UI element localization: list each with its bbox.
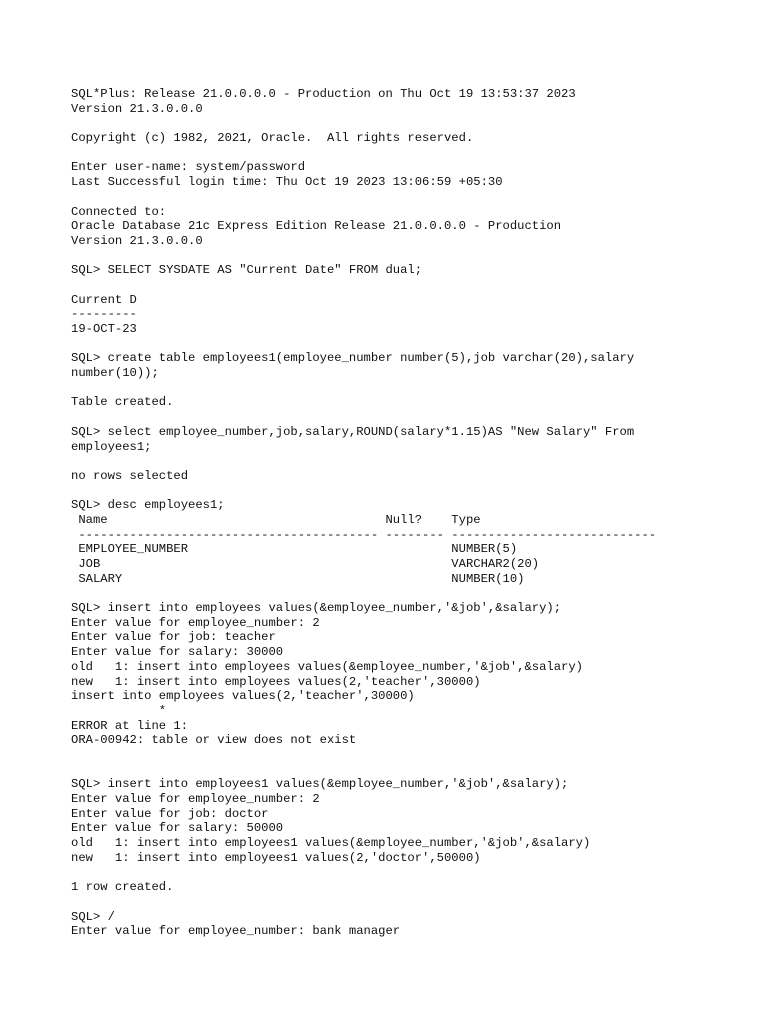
terminal-line: employees1; — [71, 439, 152, 454]
terminal-line: Enter value for employee_number: 2 — [71, 615, 320, 630]
terminal-line — [71, 484, 761, 499]
terminal-line: old 1: insert into employees values(&employee_number,'&job',&salary) — [71, 659, 583, 674]
terminal-line: * — [71, 703, 167, 718]
terminal-line: Version 21.3.0.0.0 — [71, 233, 203, 248]
terminal-line — [71, 865, 761, 880]
terminal-line — [71, 116, 761, 131]
terminal-line: 1 row created. — [71, 880, 174, 895]
terminal-line — [71, 410, 761, 425]
sqlplus-session-transcript — [71, 87, 761, 939]
terminal-line: Current D — [71, 292, 137, 307]
terminal-line: SQL> SELECT SYSDATE AS "Current Date" FROM dual; — [71, 263, 423, 278]
terminal-line: Connected to: — [71, 204, 167, 219]
terminal-line: SQL> insert into employees values(&employee_number,'&job',&salary); — [71, 601, 562, 616]
terminal-line — [71, 146, 761, 161]
terminal-line: new 1: insert into employees1 values(2,'doctor',50000) — [71, 850, 481, 865]
terminal-line: ERROR at line 1: — [71, 718, 189, 733]
terminal-line — [71, 748, 761, 763]
terminal-line — [71, 586, 761, 601]
terminal-line: Enter value for employee_number: 2 — [71, 792, 320, 806]
terminal-line: Enter value for employee_number: bank manager — [71, 924, 401, 939]
terminal-line — [71, 895, 761, 910]
terminal-line: 19-OCT-23 — [71, 322, 137, 336]
terminal-line — [71, 190, 761, 205]
terminal-line: SQL> select employee_number,job,salary,ROUND(salary*1.15)AS "New Salary" From — [71, 424, 635, 439]
terminal-line: Enter value for salary: 50000 — [71, 821, 284, 836]
terminal-line: SQL> desc employees1; — [71, 498, 225, 513]
terminal-line: old 1: insert into employees1 values(&employee_number,'&job',&salary) — [71, 836, 591, 851]
terminal-line: Enter value for job: doctor — [71, 806, 269, 821]
terminal-line: SQL> create table employees1(employee_number number(5),job varchar(20),salary — [71, 351, 635, 366]
terminal-line: SQL> / — [71, 909, 115, 924]
terminal-line — [71, 763, 761, 778]
terminal-line: ----------------------------------------- -------- ---------------------------- — [71, 527, 657, 542]
terminal-line: Table created. — [71, 395, 174, 410]
terminal-line: SALARY NUMBER(10) — [71, 571, 525, 586]
terminal-line: SQL*Plus: Release 21.0.0.0.0 - Production on Thu Oct 19 13:53:37 2023 — [71, 87, 576, 101]
terminal-line: JOB VARCHAR2(20) — [71, 557, 540, 571]
terminal-line: insert into employees values(2,'teacher',30000) — [71, 689, 415, 704]
terminal-line — [71, 337, 761, 352]
terminal-line: no rows selected — [71, 468, 189, 483]
terminal-line — [71, 381, 761, 396]
terminal-line: Copyright (c) 1982, 2021, Oracle. All rights reserved. — [71, 131, 474, 146]
terminal-line: Name Null? Type — [71, 512, 481, 527]
terminal-line — [71, 278, 761, 293]
terminal-line: ORA-00942: table or view does not exist — [71, 733, 357, 748]
terminal-line: --------- — [71, 307, 137, 322]
terminal-line: SQL> insert into employees1 values(&employee_number,'&job',&salary); — [71, 777, 569, 792]
terminal-line: Version 21.3.0.0.0 — [71, 101, 203, 116]
terminal-line: Enter value for salary: 30000 — [71, 645, 284, 660]
terminal-line: EMPLOYEE_NUMBER NUMBER(5) — [71, 542, 518, 557]
terminal-line: Enter value for job: teacher — [71, 630, 276, 645]
terminal-line: Last Successful login time: Thu Oct 19 2023 13:06:59 +05:30 — [71, 175, 503, 190]
terminal-line — [71, 249, 761, 264]
terminal-line: Oracle Database 21c Express Edition Release 21.0.0.0.0 - Production — [71, 219, 562, 234]
terminal-line: number(10)); — [71, 366, 159, 381]
terminal-line — [71, 454, 761, 469]
terminal-line: Enter user-name: system/password — [71, 160, 306, 175]
terminal-line: new 1: insert into employees values(2,'teacher',30000) — [71, 674, 481, 689]
